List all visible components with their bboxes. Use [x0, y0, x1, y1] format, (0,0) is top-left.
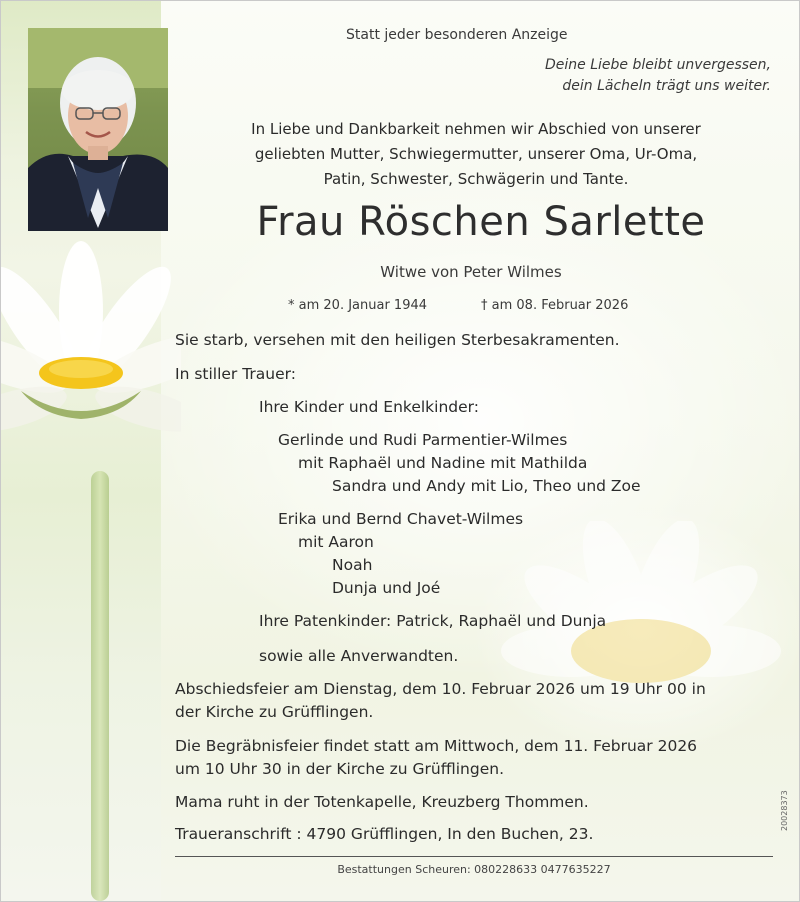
- sacraments-line: Sie starb, versehen mit den heiligen Sterbesakramenten.: [175, 331, 620, 349]
- family1-line-2: mit Raphaël und Nadine mit Mathilda: [298, 454, 588, 472]
- intro-line-2: geliebten Mutter, Schwiegermutter, unserer Oma, Ur-Oma,: [254, 145, 698, 163]
- intro-line-1: In Liebe und Dankbarkeit nehmen wir Abschied von unserer: [251, 120, 701, 138]
- portrait-photo: [28, 28, 168, 231]
- farewell-line-2: der Kirche zu Grüfflingen.: [175, 703, 374, 721]
- intro-line-3: Patin, Schwester, Schwägerin und Tante.: [323, 170, 629, 188]
- mourning-line: In stiller Trauer:: [175, 365, 296, 383]
- family2-line-3: Noah: [332, 556, 373, 574]
- quote-line-2: dein Lächeln trägt uns weiter.: [562, 78, 771, 94]
- family1-line-1: Gerlinde und Rudi Parmentier-Wilmes: [278, 431, 568, 449]
- birth-date: [288, 298, 427, 313]
- family1-line-3: Sandra und Andy mit Lio, Theo und Zoe: [332, 477, 641, 495]
- death-symbol: †: [481, 298, 488, 313]
- flower-stem: [91, 471, 109, 901]
- funeral-line-2: um 10 Uhr 30 in der Kirche zu Grüfflingen.: [175, 760, 504, 778]
- undertaker-info: Bestattungen Scheuren: 080228633 0477635227: [337, 863, 611, 876]
- birth-symbol: *: [288, 298, 295, 313]
- footer-divider: [175, 856, 773, 857]
- quote-line-1: Deine Liebe bleibt unvergessen,: [544, 57, 771, 73]
- family2-line-1: Erika und Bernd Chavet-Wilmes: [278, 510, 524, 528]
- intro-text: [181, 117, 771, 192]
- birth-text: am 20. Januar 1944: [298, 298, 428, 313]
- widow-of: Witwe von Peter Wilmes: [380, 263, 562, 281]
- chapel-line: Mama ruht in der Totenkapelle, Kreuzberg Thommen.: [175, 793, 589, 811]
- relatives-line: sowie alle Anverwandten.: [259, 647, 459, 665]
- family2-line-4: Dunja und Joé: [332, 579, 441, 597]
- ad-code: 20028373: [780, 790, 789, 831]
- children-heading: Ihre Kinder und Enkelkinder:: [259, 398, 479, 416]
- death-text: am 08. Februar 2026: [491, 298, 629, 313]
- godchildren-line: Ihre Patenkinder: Patrick, Raphaël und Dunja: [259, 612, 607, 630]
- farewell-line-1: Abschiedsfeier am Dienstag, dem 10. Februar 2026 um 19 Uhr 00 in: [175, 680, 706, 698]
- death-date: [481, 298, 628, 313]
- address-line: Traueranschrift : 4790 Grüfflingen, In den Buchen, 23.: [175, 825, 594, 843]
- daisy-flower-left: [0, 241, 181, 501]
- notice-text: Statt jeder besonderen Anzeige: [346, 27, 568, 43]
- funeral-line-1: Die Begräbnisfeier findet statt am Mittwoch, dem 11. Februar 2026: [175, 737, 698, 755]
- family2-line-2: mit Aaron: [298, 533, 374, 551]
- deceased-name: Frau Röschen Sarlette: [256, 199, 706, 245]
